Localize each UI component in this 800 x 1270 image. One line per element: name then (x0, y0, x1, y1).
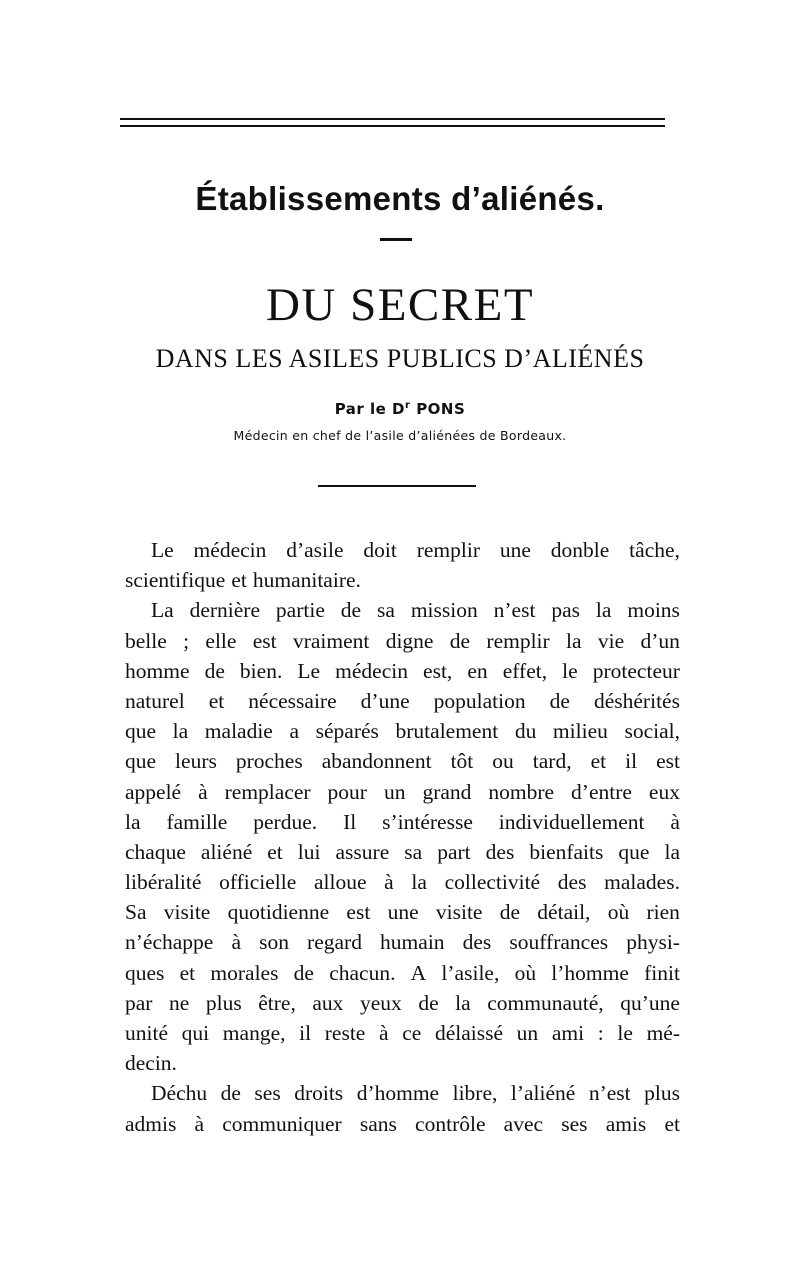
word: leurs (175, 749, 217, 774)
word: où (514, 960, 537, 985)
text-line (125, 958, 680, 988)
word: la (411, 870, 427, 895)
word: morales (210, 960, 279, 985)
word: mé- (646, 1021, 680, 1045)
text-line (125, 897, 680, 927)
word: homme (125, 658, 190, 683)
word: elle (205, 628, 237, 653)
word: naturel (125, 688, 185, 713)
word: libéralité (125, 870, 202, 895)
word: à (670, 809, 680, 834)
word: effet, (502, 658, 548, 683)
word: et (590, 749, 607, 774)
section-title: Établissements d’aliénés. (195, 180, 605, 217)
word: a (289, 719, 300, 744)
word: famille (166, 809, 228, 834)
word: détail, (537, 900, 591, 925)
word: communauté, (487, 990, 604, 1015)
text-line (125, 1048, 680, 1078)
word: Déchu (151, 1081, 208, 1106)
text-line (125, 927, 680, 957)
word: déshérités (593, 688, 680, 713)
top-double-rule-upper (120, 118, 665, 120)
word: la (566, 628, 582, 653)
word: la (455, 990, 471, 1015)
author-title-sup: r (405, 400, 411, 411)
word: ce (402, 1021, 422, 1045)
word: ami (551, 1021, 585, 1045)
word: eux (648, 779, 680, 804)
word: Le (297, 658, 321, 683)
body-text (125, 535, 680, 1139)
word: est, (423, 658, 453, 683)
word: ; (183, 628, 190, 653)
text-line (125, 1109, 680, 1139)
word: visite (163, 900, 211, 925)
word: d’asile (286, 538, 344, 562)
word: de (204, 658, 225, 683)
separator-rule (318, 485, 476, 487)
text-line (125, 626, 680, 656)
word: médecin (335, 658, 408, 683)
main-title: DU SECRET (265, 279, 535, 331)
word: le (562, 658, 578, 683)
word: belle (125, 628, 167, 653)
word: il (299, 1021, 312, 1045)
word: dernière (189, 598, 261, 623)
word: à (198, 779, 208, 804)
word: la (664, 839, 680, 864)
word: à (384, 870, 394, 895)
word: partie (275, 598, 325, 623)
word: plus (205, 990, 242, 1015)
word: ses (561, 1111, 588, 1136)
word: de (418, 990, 439, 1015)
word: mission (410, 598, 478, 623)
word: un (516, 1021, 539, 1045)
word: et (231, 568, 247, 593)
word: n’est (588, 1081, 631, 1106)
word: et (664, 1111, 680, 1136)
word: plus (644, 1081, 680, 1106)
text-line (125, 746, 680, 776)
word: maladie (204, 719, 273, 744)
word: l’aliéné (510, 1081, 576, 1106)
text-line (125, 988, 680, 1018)
word: de (220, 1081, 241, 1106)
subtitle: DANS LES ASILES PUBLICS D’ALIÉNÉS (155, 344, 645, 373)
word: brutalement (395, 719, 499, 744)
word: des (485, 839, 515, 864)
word: qui (181, 1021, 210, 1045)
word: yeux (359, 990, 402, 1015)
word: de (449, 628, 471, 653)
word: des (557, 870, 587, 895)
word: libre, (452, 1081, 498, 1106)
word: perdue. (253, 809, 318, 834)
word: chaque (125, 839, 186, 864)
word: visite (435, 900, 483, 925)
word: une (499, 538, 531, 562)
word: le (617, 1021, 633, 1045)
word: de (293, 960, 314, 985)
word: humanitaire. (252, 568, 361, 593)
text-line (125, 656, 680, 686)
word: bienfaits (529, 839, 604, 864)
word: nombre (488, 779, 555, 804)
word: est (252, 628, 277, 653)
word: à (379, 1021, 389, 1045)
word: qu’une (620, 990, 680, 1015)
word: d’homme (356, 1081, 440, 1106)
word: scientifique (125, 568, 226, 593)
word: de (549, 688, 570, 713)
word: tâche, (629, 538, 680, 562)
word: Le (151, 538, 174, 562)
word: grand (422, 779, 472, 804)
word: finit (644, 960, 680, 985)
word: son (259, 930, 289, 955)
word: que (125, 749, 157, 774)
word: aux (312, 990, 344, 1015)
word: à (231, 930, 241, 955)
text-line (125, 807, 680, 837)
text-line (125, 837, 680, 867)
word: de (340, 598, 362, 623)
word: d’entre (571, 779, 632, 804)
word: alloue (313, 870, 367, 895)
word: physi- (626, 930, 680, 955)
word: ou (492, 749, 514, 774)
author-line (0, 400, 800, 418)
word: médecin (193, 538, 267, 562)
word: malades. (604, 870, 680, 895)
word: une (387, 900, 419, 925)
word: du (514, 719, 537, 744)
text-line (125, 1078, 680, 1108)
word: pas (551, 598, 580, 623)
text-line (125, 777, 680, 807)
text-line (125, 595, 680, 625)
word: Sa (125, 900, 147, 925)
word: part (437, 839, 471, 864)
word: digne (385, 628, 434, 653)
word: quotidienne (227, 900, 330, 925)
word: droits (294, 1081, 344, 1106)
word: tard, (532, 749, 572, 774)
word: en (467, 658, 488, 683)
word: et (267, 839, 283, 864)
title-dash (380, 238, 412, 241)
word: milieu (552, 719, 608, 744)
word: de (499, 900, 521, 925)
word: Il (343, 809, 357, 834)
word: il (625, 749, 638, 774)
word: abandonnent (321, 749, 432, 774)
word: nécessaire (248, 688, 337, 713)
word: un (383, 779, 406, 804)
word: l’asile, (441, 960, 500, 985)
text-line (125, 716, 680, 746)
word: decin. (125, 1051, 177, 1076)
word: d’une (360, 688, 410, 713)
word: par (125, 990, 153, 1015)
text-line (125, 867, 680, 897)
word: que (618, 839, 650, 864)
author-name: PONS (416, 400, 466, 418)
word: délaissé (434, 1021, 504, 1045)
word: lui (297, 839, 321, 864)
word: appelé (125, 779, 182, 804)
top-double-rule-lower (120, 125, 665, 127)
word: des (462, 930, 492, 955)
word: sa (376, 598, 395, 623)
word: sans (359, 1111, 397, 1136)
word: social, (624, 719, 680, 744)
word: moins (627, 598, 680, 623)
word: mange, (222, 1021, 286, 1045)
word: souffrances (509, 930, 609, 955)
word: doit (363, 538, 397, 562)
word: s’intéresse (382, 809, 473, 834)
word: aliéné (200, 839, 253, 864)
word: ne (169, 990, 190, 1015)
word: l’homme (551, 960, 629, 985)
word: contrôle (415, 1111, 486, 1136)
word: rien (646, 900, 680, 925)
word: La (151, 598, 174, 623)
word: admis (125, 1111, 177, 1136)
word: et (179, 960, 196, 985)
word: chacun. (329, 960, 396, 985)
text-line (125, 1018, 680, 1048)
word: collectivité (444, 870, 541, 895)
word: est (346, 900, 371, 925)
word: est (656, 749, 680, 774)
word: à (194, 1111, 205, 1136)
word: ques (125, 960, 165, 985)
word: assure (335, 839, 390, 864)
word: tôt (450, 749, 474, 774)
word: communiquer (222, 1111, 342, 1136)
word: que (125, 719, 157, 744)
word: vie (597, 628, 625, 653)
text-line (125, 565, 680, 595)
text-line (125, 686, 680, 716)
word: remplir (416, 538, 481, 562)
word: sa (404, 839, 423, 864)
affiliation: Médecin en chef de l’asile d’aliénées de Bordeaux. (233, 428, 567, 443)
word: la (595, 598, 612, 623)
word: et (208, 688, 225, 713)
word: n’est (493, 598, 536, 623)
author-prefix: Par le D (334, 400, 406, 418)
word: proches (235, 749, 303, 774)
word: avec (503, 1111, 544, 1136)
word: remplacer (224, 779, 311, 804)
word: la (172, 719, 189, 744)
word: où (607, 900, 630, 925)
word: protecteur (592, 658, 680, 683)
word: vraiment (292, 628, 370, 653)
word: séparés (315, 719, 379, 744)
word: officielle (219, 870, 297, 895)
word: bien. (239, 658, 283, 683)
word: unité (125, 1021, 168, 1045)
text-line (125, 535, 680, 565)
word: donble (550, 538, 610, 562)
word: A (410, 960, 427, 985)
word: : (597, 1021, 604, 1045)
word: individuellement (498, 809, 645, 834)
word: d’un (640, 628, 680, 653)
word: remplir (486, 628, 550, 653)
word: ses (254, 1081, 281, 1106)
word: la (125, 809, 141, 834)
word: être, (258, 990, 296, 1015)
word: amis (605, 1111, 647, 1136)
word: regard (307, 930, 362, 955)
word: pour (327, 779, 367, 804)
word: humain (380, 930, 445, 955)
word: population (433, 688, 526, 713)
word: n’échappe (125, 930, 214, 955)
word: reste (324, 1021, 366, 1045)
